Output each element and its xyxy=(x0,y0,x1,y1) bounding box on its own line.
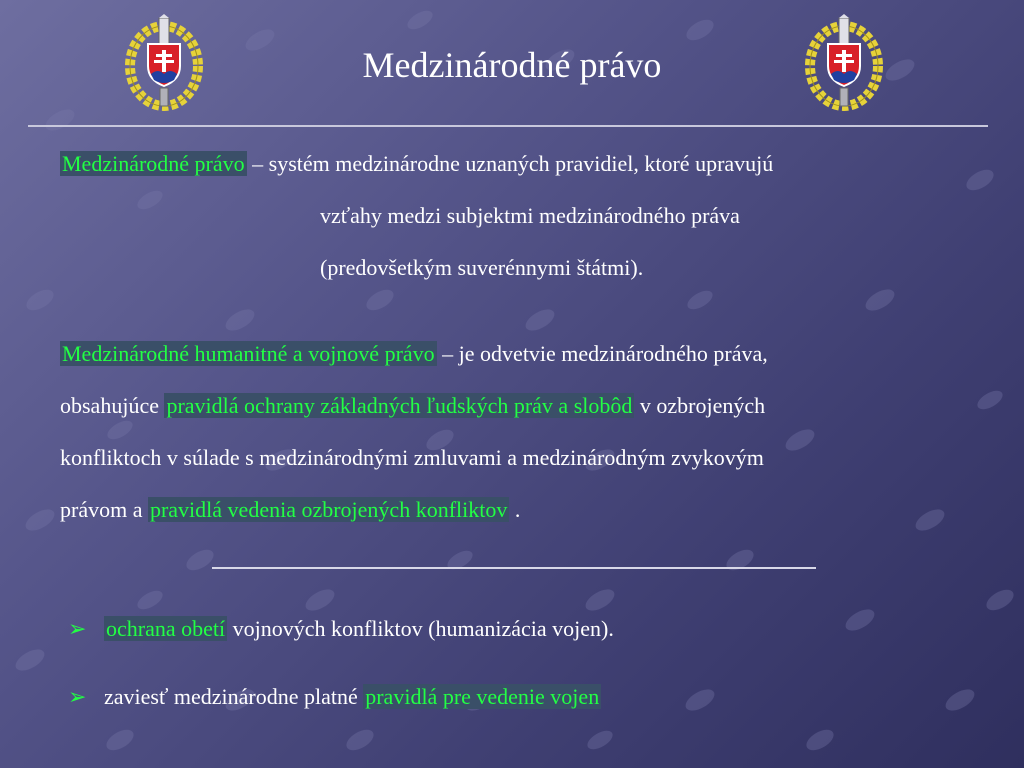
definition2-text-4b: . xyxy=(509,497,521,522)
definition2-line-1 xyxy=(60,328,768,380)
arrow-bullet-icon: ➢ xyxy=(68,616,87,641)
arrow-bullet-icon: ➢ xyxy=(68,684,87,709)
definition2-text-4a: právom a xyxy=(60,497,148,522)
term-international-law: Medzinárodné právo xyxy=(62,151,245,176)
bullet-1-highlight: ochrana obetí xyxy=(106,616,226,641)
definition2-line-3: konfliktoch v súlade s medzinárodnými zmluvami a medzinárodným zvykovým xyxy=(60,445,764,470)
definition-humanitarian-law xyxy=(60,328,768,536)
definition-line-3: (predovšetkým suverénnymi štátmi). xyxy=(320,255,644,280)
definition2-text-2b: v ozbrojených xyxy=(634,393,766,418)
list-item xyxy=(68,684,601,710)
slide-title: Medzinárodné právo xyxy=(362,45,662,85)
term-humanitarian-law: Medzinárodné humanitné a vojnové právo xyxy=(62,341,435,366)
bullet-2-highlight: pravidlá pre vedenie vojen xyxy=(365,684,600,709)
definition-line-1 xyxy=(60,138,773,190)
list-item xyxy=(68,616,614,642)
definition-line-2: vzťahy medzi subjektmi medzinárodného práva xyxy=(320,203,740,228)
definition-text-1: – systém medzinárodne uznaných pravidiel, ktoré upravujú xyxy=(246,151,774,176)
term-human-rights-rules: pravidlá ochrany základných ľudských práv a slobôd xyxy=(166,393,633,418)
bullet-2-text: zaviesť medzinárodne platné xyxy=(104,684,364,709)
bullet-1-text: vojnových konfliktov (humanizácia vojen). xyxy=(227,616,614,641)
title-divider xyxy=(28,125,988,127)
term-conflict-rules: pravidlá vedenia ozbrojených konfliktov xyxy=(149,497,508,522)
definition2-text-2a: obsahujúce xyxy=(60,393,165,418)
definition2-line-4 xyxy=(60,484,768,536)
section-divider xyxy=(212,567,816,569)
definition2-line-2 xyxy=(60,380,768,432)
definition2-text-1: – je odvetvie medzinárodného práva, xyxy=(436,341,768,366)
definition-international-law xyxy=(60,138,773,294)
